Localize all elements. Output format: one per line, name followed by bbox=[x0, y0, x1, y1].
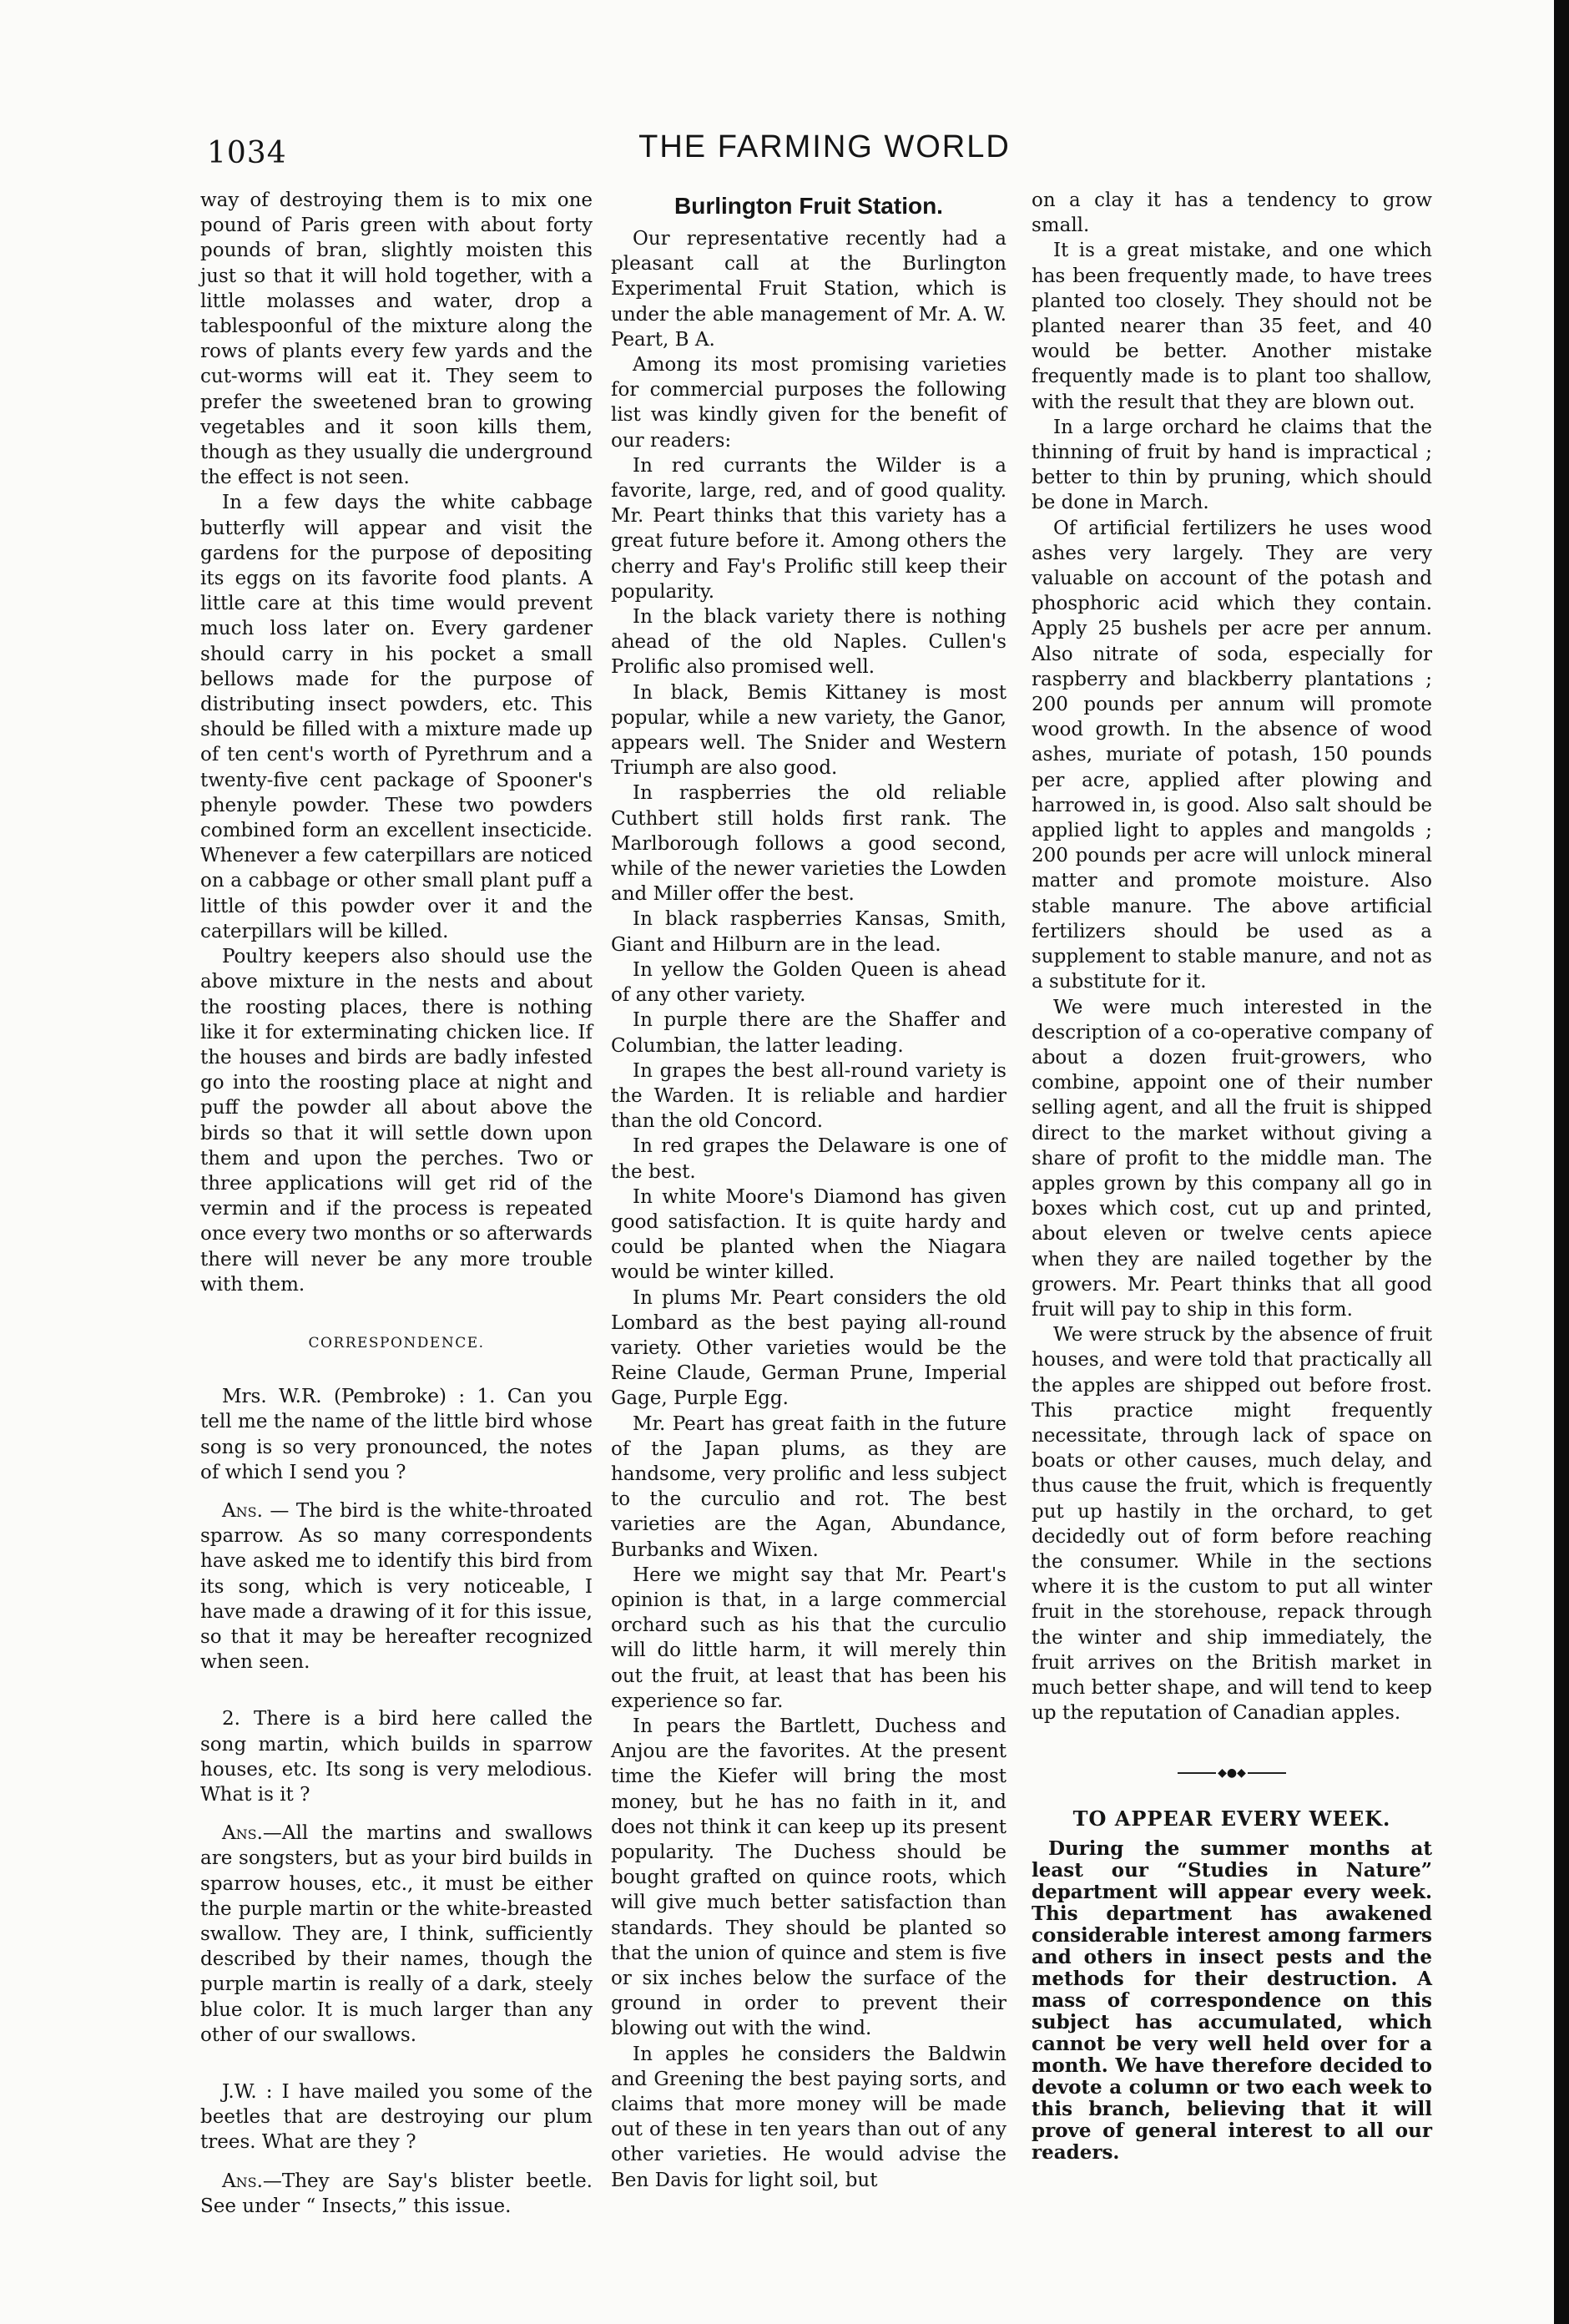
notice-paragraph: During the summer months at least our “Studies in Nature” department will appear every week. This department has awakened considerable interest among farmers and others in insect pests and the methods for their destruction. A mass of correspondence on this subject has accumulated, which cannot be very well held over for a month. We have therefore decided to devote a column or two each week to this branch, believing that it will prove of general interest to all our readers. bbox=[1032, 1836, 1432, 2164]
correspondence-answer bbox=[200, 1821, 593, 2048]
column-right bbox=[1032, 188, 1432, 2164]
answer-text: — The bird is the white-throated sparrow. As so many correspondents have asked me to identify this bird from its song, which is very noticeable, I have made a drawing of it for this issue, so that it may be hereafter recognized when seen. bbox=[200, 1499, 593, 1674]
article-paragraph: In red grapes the Delaware is one of the best. bbox=[611, 1135, 1006, 1183]
correspondence-heading: CORRESPONDENCE. bbox=[308, 1334, 485, 1351]
correspondence-question: Mrs. W.R. (Pembroke) : 1. Can you tell me the name of the little bird whose song is so very pronounced, the notes of which I send you ? bbox=[200, 1386, 593, 1483]
article-paragraph: way of destroying them is to mix one pound of Paris green with about forty pounds of bran, slightly moisten this just so that it will hold together, with a little molasses and water, drop a tablespoonful of the mixture along the rows of plants every few yards and the cut-worms will eat it. They seem to prefer the sweetened bran to growing vegetables and it soon kills them, though as they usually die underground the effect is not seen. bbox=[200, 189, 593, 489]
answer-label: Ans. bbox=[222, 2170, 263, 2192]
article-paragraph: In pears the Bartlett, Duchess and Anjou are the favorites. At the present time the Kiefer will bring the most money, but he has no faith in it, and does not think it can keep up its present popularity. The Duchess should be bought grafted on quince roots, which will give much better satisfaction than standards. They should be planted so that the union of quince and stem is five or six inches below the surface of the ground in order to prevent their blowing out with the wind. bbox=[611, 1715, 1006, 2040]
article-paragraph: Among its most promising varieties for commercial purposes the following list was kindly given for the benefit of our readers: bbox=[611, 354, 1006, 452]
correspondence-question: J.W. : I have mailed you some of the beetles that are destroying our plum trees. What are they ? bbox=[200, 2081, 593, 2154]
article-paragraph: Poultry keepers also should use the above mixture in the nests and about the roosting places, there is nothing like it for exterminating chicken lice. If the houses and birds are badly infested go into the roosting place at night and puff the powder all about above the birds so that it will settle down upon them and upon the perches. Two or three applications will get rid of the vermin and if the process is repeated once every two months or so afterwards there will never be any more trouble with them. bbox=[200, 946, 593, 1296]
correspondence-answer bbox=[200, 2169, 593, 2219]
notice-heading: TO APPEAR EVERY WEEK. bbox=[1072, 1806, 1391, 1831]
article-paragraph: In black raspberries Kansas, Smith, Giant and Hilburn are in the lead. bbox=[611, 908, 1006, 956]
page-header bbox=[207, 129, 1442, 179]
notice-body bbox=[1032, 1838, 1432, 2164]
article-paragraph: In apples he considers the Baldwin and Greening the best paying sorts, and claims that more money will be made out of these in ten years than out of any other varieties. He would advise the Ben Davis for light soil, but bbox=[611, 2043, 1006, 2191]
correspondence-answer bbox=[200, 1498, 593, 1675]
article-paragraph: In raspberries the old reliable Cuthbert still holds first rank. The Marlborough follows a good second, while of the newer varieties the Lowden and Miller offer the best. bbox=[611, 782, 1006, 906]
divider-rule bbox=[1248, 1772, 1286, 1774]
column-middle bbox=[611, 188, 1006, 2193]
article-paragraph: Mr. Peart has great faith in the future of the Japan plums, as they are handsome, very prolific and less subject to the curculio and rot. The best varieties are the Agan, Abundance, Burbanks and Wixen. bbox=[611, 1412, 1006, 1561]
article-paragraph: In a large orchard he claims that the thinning of fruit by hand is impractical ; better to thin by pruning, which should be done in March. bbox=[1032, 416, 1432, 514]
article-paragraph: In grapes the best all-round variety is the Warden. It is reliable and hardier than the old Concord. bbox=[611, 1059, 1006, 1133]
article-paragraph: In plums Mr. Peart considers the old Lombard as the best paying all-round variety. Other varieties would be the Reine Claude, German Prune, Imperial Gage, Purple Egg. bbox=[611, 1286, 1006, 1410]
article-paragraph: In purple there are the Shaffer and Columbian, the latter leading. bbox=[611, 1009, 1006, 1057]
article-paragraph: We were struck by the absence of fruit houses, and were told that practically all the apples are shipped out before frost. This practice might frequently necessitate, through lack of space on boats or other causes, much delay, and thus cause the fruit, which is frequently put up hastily in the orchard, to get decidedly out of form before reaching the consumer. While in the sections where it is the custom to put all winter fruit in the storehouse, repack through the winter and ship immediately, the fruit arrives on the British market in much better shape, and will tend to keep up the reputation of Canadian apples. bbox=[1032, 1324, 1432, 1725]
article-paragraph: In black, Bemis Kittaney is most popular, while a new variety, the Ganor, appears well. The Snider and Western Triumph are also good. bbox=[611, 681, 1006, 780]
correspondence-question: 2. There is a bird here called the song martin, which builds in sparrow houses, etc. Its song is very melodious. What is it ? bbox=[200, 1708, 593, 1806]
answer-text: —They are Say's blister beetle. See under “ Insects,” this issue. bbox=[200, 2170, 593, 2217]
divider-diamond-icon: ◆●◆ bbox=[1218, 1766, 1246, 1781]
article-paragraph: In red currants the Wilder is a favorite, large, red, and of good quality. Mr. Peart thinks that this variety has a great future before it. Among others the cherry and Fay's Prolific still keep their popularity. bbox=[611, 454, 1006, 603]
article-paragraph: In white Moore's Diamond has given good satisfaction. It is quite hardy and could be planted when the Niagara would be winter killed. bbox=[611, 1185, 1006, 1284]
answer-label: Ans. bbox=[222, 1499, 263, 1522]
answer-label: Ans. bbox=[222, 1822, 263, 1845]
article-paragraph: In the black variety there is nothing ahead of the old Naples. Cullen's Prolific also promised well. bbox=[611, 606, 1006, 679]
publication-title: THE FARMING WORLD bbox=[638, 129, 1011, 164]
article-paragraph: Of artificial fertilizers he uses wood ashes very largely. They are very valuable on account of the potash and phosphoric acid which they contain. Apply 25 bushels per acre per annum. Also nitrate of soda, especially for raspberry and blackberry plantations ; 200 pounds per annum will promote wood growth. In the absence of wood ashes, muriate of potash, 150 pounds per acre, applied after plowing and harrowed in, is good. Also salt should be applied light to apples and mangolds ; 200 pounds per acre will unlock mineral matter and promote moisture. Also stable manure. The above artificial fertilizers should be used as a supplement to stable manure, and not as a substitute for it. bbox=[1032, 517, 1432, 993]
section-divider-ornament bbox=[1032, 1761, 1432, 1786]
article-paragraph: We were much interested in the description of a co-operative company of about a dozen fruit-growers, who combine, appoint one of their number selling agent, and all the fruit is shipped direct to the market without giving a share of profit to the middle man. The apples grown by this company all go in boxes which cost, cut up and printed, about eleven or twelve cents apiece when they are nailed together by the growers. Mr. Peart thinks that all good fruit will pay to ship in this form. bbox=[1032, 996, 1432, 1321]
page-number: 1034 bbox=[207, 136, 287, 170]
answer-text: —All the martins and swallows are songsters, but as your bird builds in sparrow houses, etc., it must be either the purple martin or the white-breasted swallow. They are, I think, sufficiently described by their names, though the purple martin is really of a dark, steely blue color. It is much larger than any other of our swallows. bbox=[200, 1822, 593, 2046]
article-paragraph: In a few days the white cabbage butterfly will appear and visit the gardens for the purpose of depositing its eggs on its favorite food plants. A little care at this time would prevent much loss later on. Every gardener should carry in his pocket a small bellows made for the purpose of distributing insect powders, etc. This should be filled with a mixture made up of ten cent's worth of Pyrethrum and a twenty-five cent package of Spooner's phenyle powder. These two powders combined form an excellent insecticide. Whenever a few caterpillars are noticed on a cabbage or other small plant puff a little of this powder over it and the caterpillars will be killed. bbox=[200, 492, 593, 942]
article-paragraph: on a clay it has a tendency to grow small. bbox=[1032, 189, 1432, 237]
article-paragraph: Our representative recently had a pleasant call at the Burlington Experimental Fruit Station, which is under the able management of Mr. A. W. Peart, B A. bbox=[611, 228, 1006, 351]
article-paragraph: It is a great mistake, and one which has been frequently made, to have trees planted too closely. They should not be planted nearer than 35 feet, and 40 would be better. Another mistake frequently made is to plant too shallow, with the result that they are blown out. bbox=[1032, 240, 1432, 413]
article-paragraph: In yellow the Golden Queen is ahead of any other variety. bbox=[611, 958, 1006, 1007]
article-paragraph: Here we might say that Mr. Peart's opinion is that, in a large commercial orchard such as his that the curculio will do little harm, it will merely thin out the fruit, at least that has been his experience so far. bbox=[611, 1564, 1006, 1712]
divider-rule bbox=[1178, 1772, 1216, 1774]
article-heading: Burlington Fruit Station. bbox=[674, 193, 943, 219]
column-left bbox=[200, 188, 593, 2219]
